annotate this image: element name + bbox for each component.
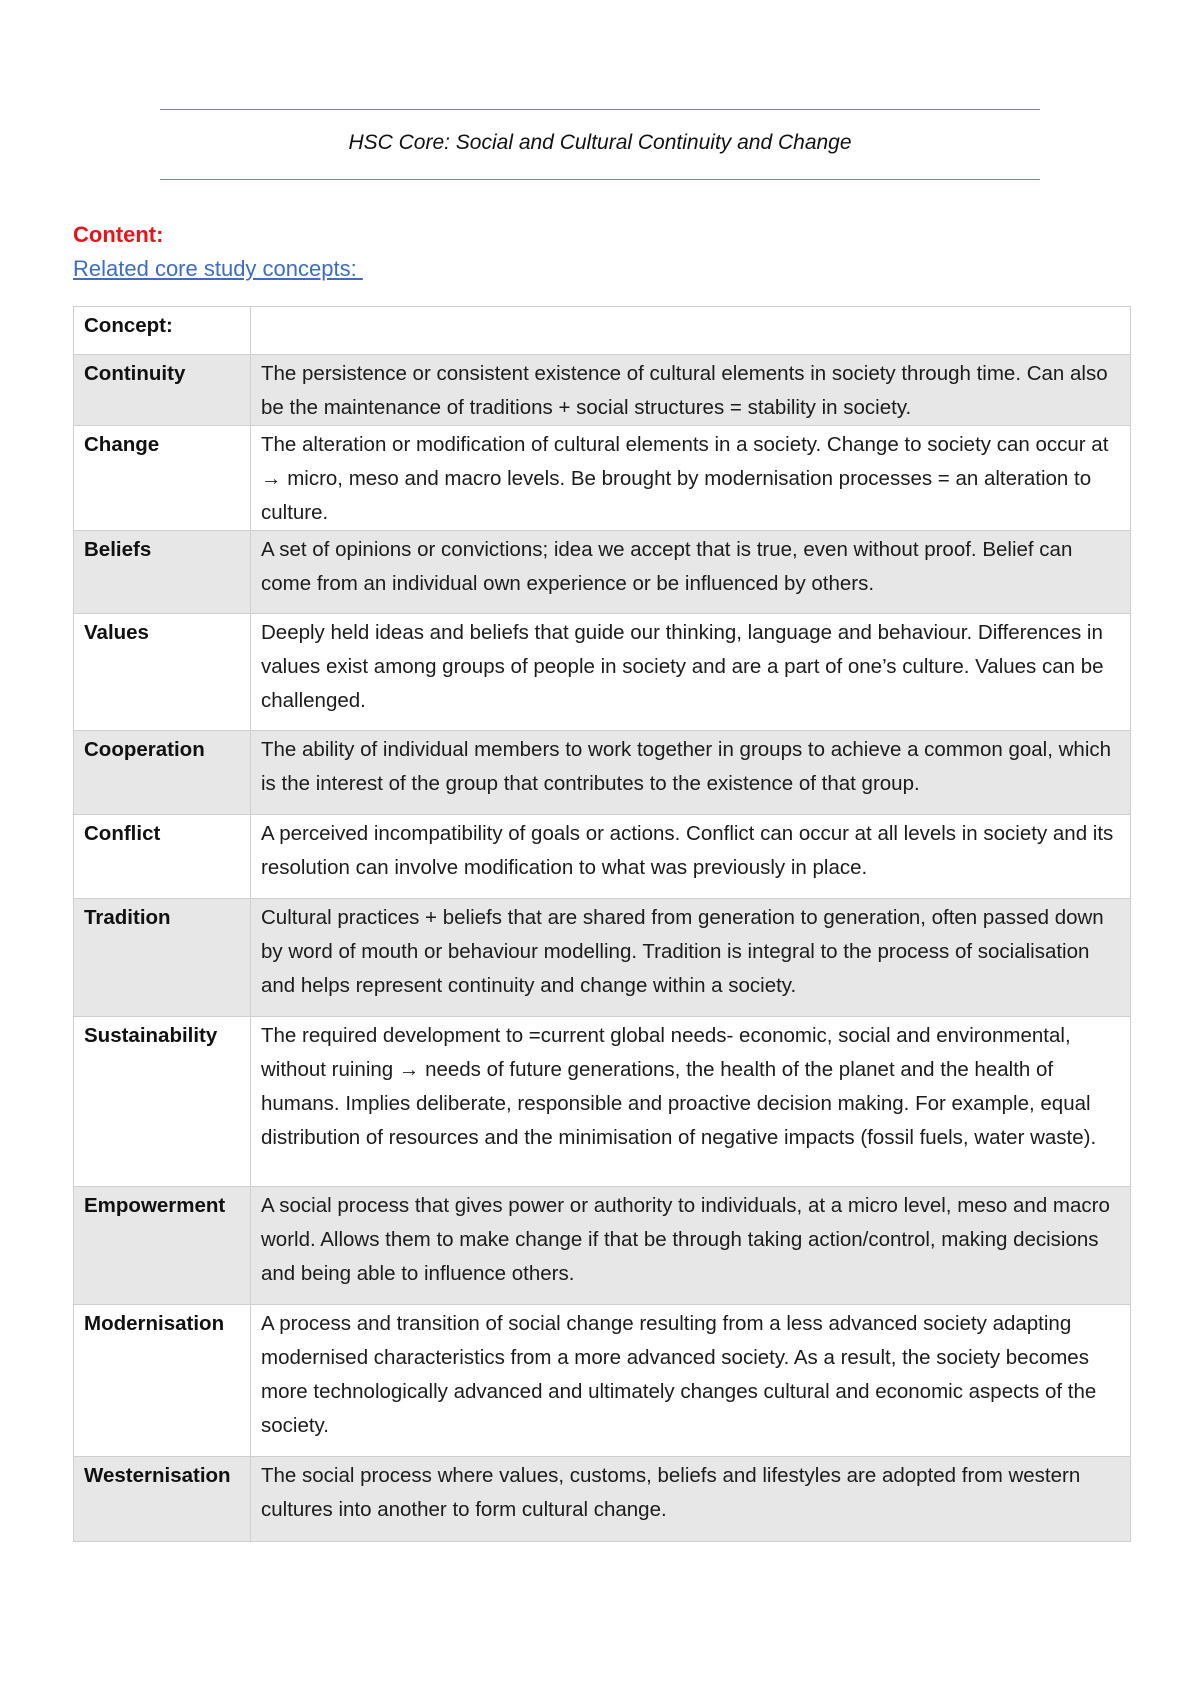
table-row <box>74 731 1131 815</box>
related-concepts-link[interactable]: Related core study concepts: <box>73 256 363 281</box>
concept-term: Conflict <box>74 815 251 899</box>
concept-definition: The persistence or consistent existence of cultural elements in society through time. Can also be the maintenance of traditions + social structures = stability in society. <box>251 355 1131 426</box>
table-row <box>74 1187 1131 1305</box>
table-header-row <box>74 307 1131 355</box>
concept-definition: Deeply held ideas and beliefs that guide our thinking, language and behaviour. Differences in values exist among groups of people in society and are a part of one’s culture. Values can be challenged. <box>251 614 1131 731</box>
concept-term: Westernisation <box>74 1457 251 1542</box>
definition-column-header <box>251 307 1131 355</box>
concept-term: Change <box>74 426 251 531</box>
header-top-rule <box>160 109 1040 110</box>
concept-column-header: Concept: <box>74 307 251 355</box>
table-row <box>74 1457 1131 1542</box>
table-row <box>74 899 1131 1017</box>
concept-term: Modernisation <box>74 1305 251 1457</box>
concept-term: Sustainability <box>74 1017 251 1187</box>
concepts-table <box>73 306 1131 1542</box>
table-row <box>74 1305 1131 1457</box>
table-row <box>74 531 1131 614</box>
concept-term: Empowerment <box>74 1187 251 1305</box>
table-row <box>74 426 1131 531</box>
concept-term: Tradition <box>74 899 251 1017</box>
document-title: HSC Core: Social and Cultural Continuity and Change <box>348 131 852 154</box>
table-row <box>74 815 1131 899</box>
table-row <box>74 1017 1131 1187</box>
concept-definition: The alteration or modification of cultural elements in a society. Change to society can occur at → micro, meso and macro levels. Be brought by modernisation processes = an alteration to culture. <box>251 426 1131 531</box>
concept-term: Continuity <box>74 355 251 426</box>
concept-definition: A social process that gives power or authority to individuals, at a micro level, meso and macro world. Allows them to make change if that be through taking action/control, making decisions and being able to influence others. <box>251 1187 1131 1305</box>
concept-term: Beliefs <box>74 531 251 614</box>
concept-definition: The ability of individual members to work together in groups to achieve a common goal, which is the interest of the group that contributes to the existence of that group. <box>251 731 1131 815</box>
header-bottom-rule <box>160 179 1040 180</box>
concept-definition: The social process where values, customs, beliefs and lifestyles are adopted from western cultures into another to form cultural change. <box>251 1457 1131 1542</box>
concept-definition: A perceived incompatibility of goals or actions. Conflict can occur at all levels in society and its resolution can involve modification to what was previously in place. <box>251 815 1131 899</box>
concept-definition: A set of opinions or convictions; idea we accept that is true, even without proof. Belief can come from an individual own experience or be influenced by others. <box>251 531 1131 614</box>
concept-term: Cooperation <box>74 731 251 815</box>
content-heading: Content: <box>73 222 164 247</box>
table-row <box>74 355 1131 426</box>
concept-term: Values <box>74 614 251 731</box>
table-row <box>74 614 1131 731</box>
concept-definition: The required development to =current global needs- economic, social and environmental, without ruining → needs of future generations, the health of the planet and the health of humans. Implies deliberate, responsible and proactive decision making. For example, equal distribution of resources and the minimisation of negative impacts (fossil fuels, water waste). <box>251 1017 1131 1187</box>
concept-definition: A process and transition of social change resulting from a less advanced society adapting modernised characteristics from a more advanced society. As a result, the society becomes more technologically advanced and ultimately changes cultural and economic aspects of the society. <box>251 1305 1131 1457</box>
concept-definition: Cultural practices + beliefs that are shared from generation to generation, often passed down by word of mouth or behaviour modelling. Tradition is integral to the process of socialisation and helps represent continuity and change within a society. <box>251 899 1131 1017</box>
